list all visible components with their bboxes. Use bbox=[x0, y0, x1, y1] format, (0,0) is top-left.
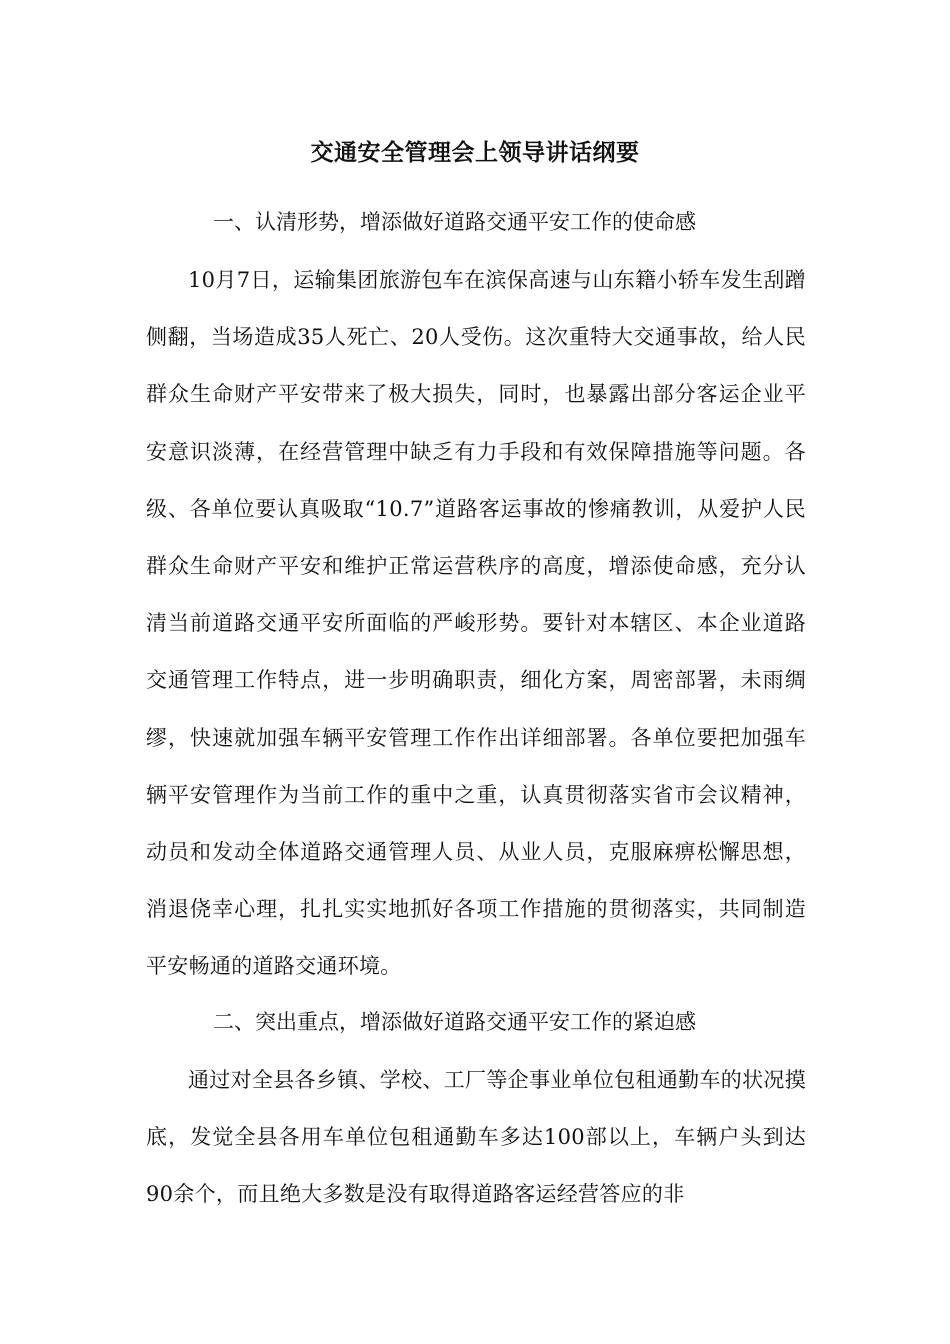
section-2-paragraph: 通过对全县各乡镇、学校、工厂等企事业单位包租通勤车的状况摸底，发觉全县各用车单位包租通勤车多达100部以上，车辆户头到达90余个，而且绝大多数是没有取得道路客运经营答应的非 bbox=[146, 1068, 806, 1207]
document-title: 交通安全管理会上领导讲话纲要 bbox=[310, 139, 640, 166]
section-2-heading: 二、突出重点，增添做好道路交通平安工作的紧迫感 bbox=[213, 1010, 696, 1034]
section-1-heading: 一、认清形势，增添做好道路交通平安工作的使命感 bbox=[213, 210, 696, 234]
section-1-paragraph: 10月7日，运输集团旅游包车在滨保高速与山东籍小轿车发生刮蹭侧翻，当场造成35人死亡、20人受伤。这次重特大交通事故，给人民群众生命财产平安带来了极大损失，同时，也暴露出部分客运企业平安意识淡薄，在经营管理中缺乏有力手段和有效保障措施等问题。各级、各单位要认真吸取“10.7”道路客运事故的惨痛教训，从爱护人民群众生命财产平安和维护正常运营秩序的高度，增添使命感，充分认清当前道路交通平安所面临的严峻形势。要针对本辖区、本企业道路交通管理工作特点，进一步明确职责，细化方案，周密部署，未雨绸缪，快速就加强车辆平安管理工作作出详细部署。各单位要把加强车辆平安管理作为当前工作的重中之重，认真贯彻落实省市会议精神，动员和发动全体道路交通管理人员、从业人员，克服麻痹松懈思想，消退侥幸心理，扎扎实实地抓好各项工作措施的贯彻落实，共同制造平安畅通的道路交通环境。 bbox=[146, 268, 806, 979]
